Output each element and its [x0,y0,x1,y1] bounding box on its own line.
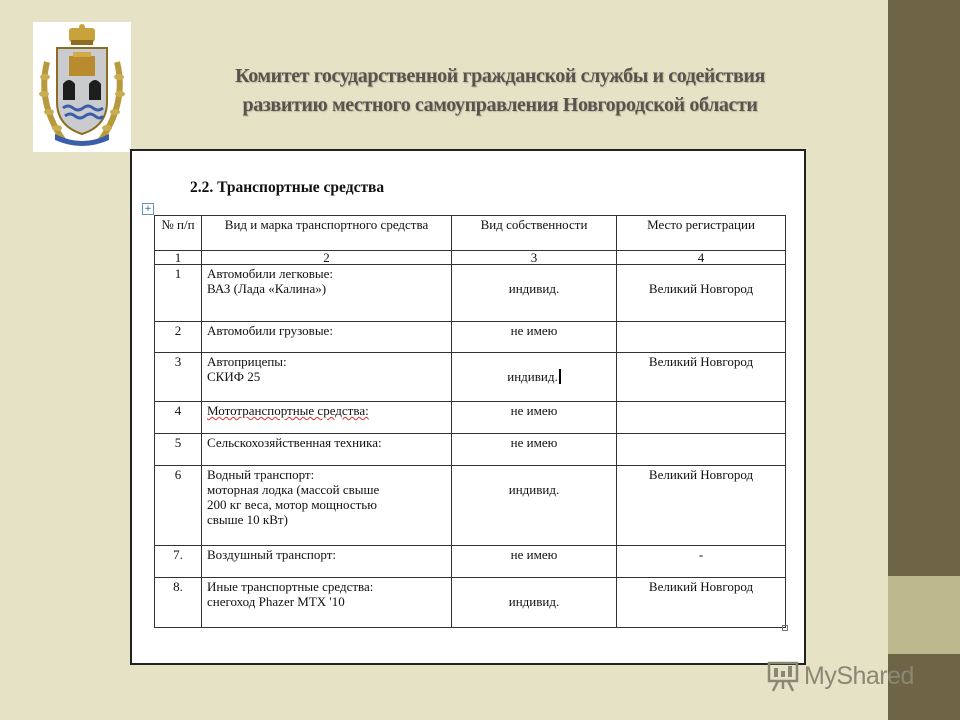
header-cell-number: № п/п [155,216,202,251]
ownership-value: индивид. [508,482,560,497]
side-block-dark-top [888,0,960,576]
table-row [155,546,786,578]
table-row [155,578,786,628]
column-number-cell: 4 [617,251,786,265]
table-row [155,434,786,466]
registration-value: Великий Новгород [648,467,754,482]
row-number: 8. [155,578,202,628]
ownership-value: индивид. [508,594,560,609]
vehicle-type-cell [202,466,452,546]
table-row [155,466,786,546]
table-column-number-row [155,251,786,265]
vehicle-type-cell [202,546,452,578]
ownership-value: не имею [510,435,558,450]
vehicle-type-cell [202,322,452,353]
side-block-light [888,576,960,654]
vehicle-type-cell [202,578,452,628]
row-number: 3 [155,353,202,402]
row-number: 1 [155,265,202,322]
vehicle-type-line: 200 кг веса, мотор мощностью [207,497,377,512]
ownership-value: не имею [510,323,558,338]
vehicle-type-line: свыше 10 кВт) [207,512,288,527]
ownership-value: индивид. [508,281,560,296]
row-number: 2 [155,322,202,353]
vehicle-type-line: Автоприцепы: [207,354,287,369]
vehicle-type-line: Водный транспорт: [207,467,315,482]
header-cell-type: Вид и марка транспортного средства [202,216,452,251]
table-header-row [155,216,786,251]
vehicle-type-line: Воздушный транспорт: [207,547,337,562]
table-row [155,322,786,353]
ownership-cell [452,578,617,628]
row-number: 6 [155,466,202,546]
registration-cell [617,578,786,628]
vehicle-type-cell [202,265,452,322]
presentation-board-icon [766,659,800,693]
document-image [130,149,806,665]
table-resize-handle[interactable] [782,625,788,631]
document-heading: 2.2. Транспортные средства [190,179,385,196]
registration-value: Великий Новгород [648,281,754,296]
table-move-handle-icon[interactable]: + [142,203,154,215]
ownership-value: не имею [510,403,558,418]
registration-value: Великий Новгород [648,354,754,369]
vehicle-type-line: ВАЗ (Лада «Калина») [207,281,327,296]
column-number-cell: 2 [202,251,452,265]
vehicle-type-line: Автомобили грузовые: [207,323,333,338]
ownership-cell [452,434,617,466]
registration-value: - [698,547,704,562]
vehicle-type-line: СКИФ 25 [207,369,261,384]
side-decoration [888,0,960,720]
registration-value: Великий Новгород [648,579,754,594]
vehicle-type-line: снегоход Phazer MTX '10 [207,594,345,609]
vehicle-type-line: Мототранспортные средства: [207,403,369,418]
page-title [140,62,860,120]
header-cell-ownership: Вид собственности [452,216,617,251]
registration-cell [617,265,786,322]
title-line-1: Комитет государственной гражданской службы и содействия [235,65,765,87]
column-number-cell: 3 [452,251,617,265]
registration-cell [617,322,786,353]
row-number: 7. [155,546,202,578]
ownership-value: не имею [510,547,558,562]
vehicle-type-line: Сельскохозяйственная техника: [207,435,382,450]
watermark-text: MyShared [804,661,914,690]
row-number: 5 [155,434,202,466]
vehicle-type-cell [202,402,452,434]
watermark [766,656,914,696]
registration-cell [617,434,786,466]
ownership-cell [452,546,617,578]
ownership-cell [452,265,617,322]
ownership-value: индивид. [507,369,558,384]
column-number-cell: 1 [155,251,202,265]
vehicle-type-line: Иные транспортные средства: [207,579,374,594]
table-row [155,402,786,434]
novgorod-coat-of-arms-icon [33,22,131,152]
vehicle-type-line: Автомобили легковые: [207,266,333,281]
table-row [155,353,786,402]
text-cursor [559,369,561,384]
registration-cell [617,402,786,434]
ownership-cell [452,353,617,402]
ownership-cell [452,322,617,353]
registration-cell [617,546,786,578]
transport-table [154,215,786,628]
vehicle-type-cell [202,434,452,466]
vehicle-type-line: моторная лодка (массой свыше [207,482,380,497]
registration-cell [617,353,786,402]
header-cell-registration: Место регистрации [617,216,786,251]
table-row [155,265,786,322]
ownership-cell [452,466,617,546]
ownership-cell [452,402,617,434]
registration-cell [617,466,786,546]
vehicle-type-cell [202,353,452,402]
title-line-2: развитию местного самоуправления Новгородской области [242,94,758,116]
row-number: 4 [155,402,202,434]
